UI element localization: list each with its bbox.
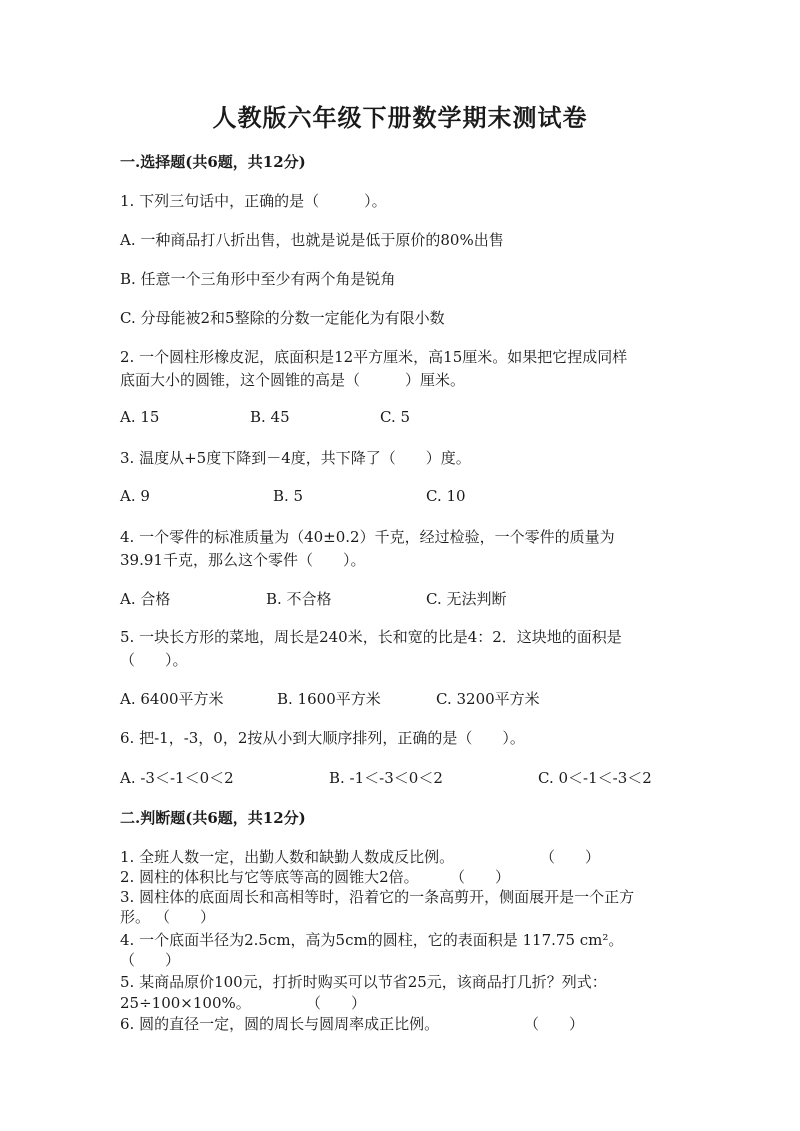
- question-5-stem-line2: （ ）。: [120, 651, 188, 669]
- judgment-4-line1: 4. 一个底面半径为2.5cm，高为5cm的圆柱，它的表面积是 117.75 cm²。: [120, 931, 624, 949]
- judgment-6-text: 6. 圆的直径一定，圆的周长与圆周率成正比例。: [120, 1015, 440, 1033]
- question-4-option-a: A. 合格: [120, 590, 171, 608]
- question-6-option-b: B. -1＜-3＜0＜2: [329, 769, 443, 787]
- question-6-stem: 6. 把-1，-3，0，2按从小到大顺序排列，正确的是（ ）。: [120, 729, 525, 747]
- judgment-3-blank: （ ）: [155, 908, 216, 926]
- question-1-stem: 1. 下列三句话中，正确的是（ ）。: [120, 192, 387, 210]
- question-2-option-c: C. 5: [380, 408, 411, 426]
- judgment-1-blank: （ ）: [540, 848, 601, 866]
- judgment-2-blank: （ ）: [450, 868, 511, 886]
- question-2-stem-line2: 底面大小的圆锥，这个圆锥的高是（ ）厘米。: [120, 371, 466, 389]
- question-3-option-b: B. 5: [273, 487, 304, 505]
- question-3-option-a: A. 9: [120, 487, 150, 505]
- page-title: 人教版六年级下册数学期末测试卷: [212, 103, 588, 132]
- question-5-option-b: B. 1600平方米: [277, 690, 381, 708]
- question-4-stem-line1: 4. 一个零件的标准质量为（40±0.2）千克，经过检验，一个零件的质量为: [120, 528, 615, 546]
- question-2-option-a: A. 15: [120, 408, 160, 426]
- question-1-option-a: A. 一种商品打八折出售，也就是说是低于原价的80%出售: [120, 231, 504, 249]
- question-6-option-c: C. 0＜-1＜-3＜2: [538, 769, 652, 787]
- judgment-1-text: 1. 全班人数一定，出勤人数和缺勤人数成反比例。: [120, 848, 455, 866]
- question-5-stem-line1: 5. 一块长方形的菜地，周长是240米，长和宽的比是4：2．这块地的面积是: [120, 628, 622, 646]
- judgment-3-line2: 形。: [120, 908, 151, 926]
- section-heading-choice: 一.选择题(共6题，共12分): [120, 153, 306, 171]
- judgment-4-blank: （ ）: [120, 951, 181, 969]
- judgment-5-line2: 25÷100×100%。: [120, 994, 251, 1012]
- question-4-option-c: C. 无法判断: [426, 590, 507, 608]
- question-2-stem-line1: 2. 一个圆柱形橡皮泥，底面积是12平方厘米，高15厘米。如果把它捏成同样: [120, 348, 628, 366]
- question-4-option-b: B. 不合格: [266, 590, 332, 608]
- judgment-2-text: 2. 圆柱的体积比与它等底等高的圆锥大2倍。: [120, 868, 419, 886]
- judgment-5-line1: 5. 某商品原价100元，打折时购买可以节省25元，该商品打几折？列式：: [120, 973, 607, 991]
- question-6-option-a: A. -3＜-1＜0＜2: [120, 769, 234, 787]
- question-3-stem: 3. 温度从+5度下降到－4度，共下降了（ ）度。: [120, 449, 471, 467]
- question-3-option-c: C. 10: [426, 487, 466, 505]
- question-5-option-c: C. 3200平方米: [436, 690, 540, 708]
- judgment-6-blank: （ ）: [524, 1015, 585, 1033]
- question-2-option-b: B. 45: [250, 408, 290, 426]
- judgment-5-blank: （ ）: [306, 994, 367, 1012]
- section-heading-judgment: 二.判断题(共6题，共12分): [120, 809, 306, 827]
- judgment-3-line1: 3. 圆柱体的底面周长和高相等时，沿着它的一条高剪开，侧面展开是一个正方: [120, 888, 635, 906]
- question-5-option-a: A. 6400平方米: [120, 690, 224, 708]
- question-4-stem-line2: 39.91千克，那么这个零件（ ）。: [120, 551, 366, 569]
- question-1-option-c: C. 分母能被2和5整除的分数一定能化为有限小数: [120, 309, 445, 327]
- question-1-option-b: B. 任意一个三角形中至少有两个角是锐角: [120, 270, 396, 288]
